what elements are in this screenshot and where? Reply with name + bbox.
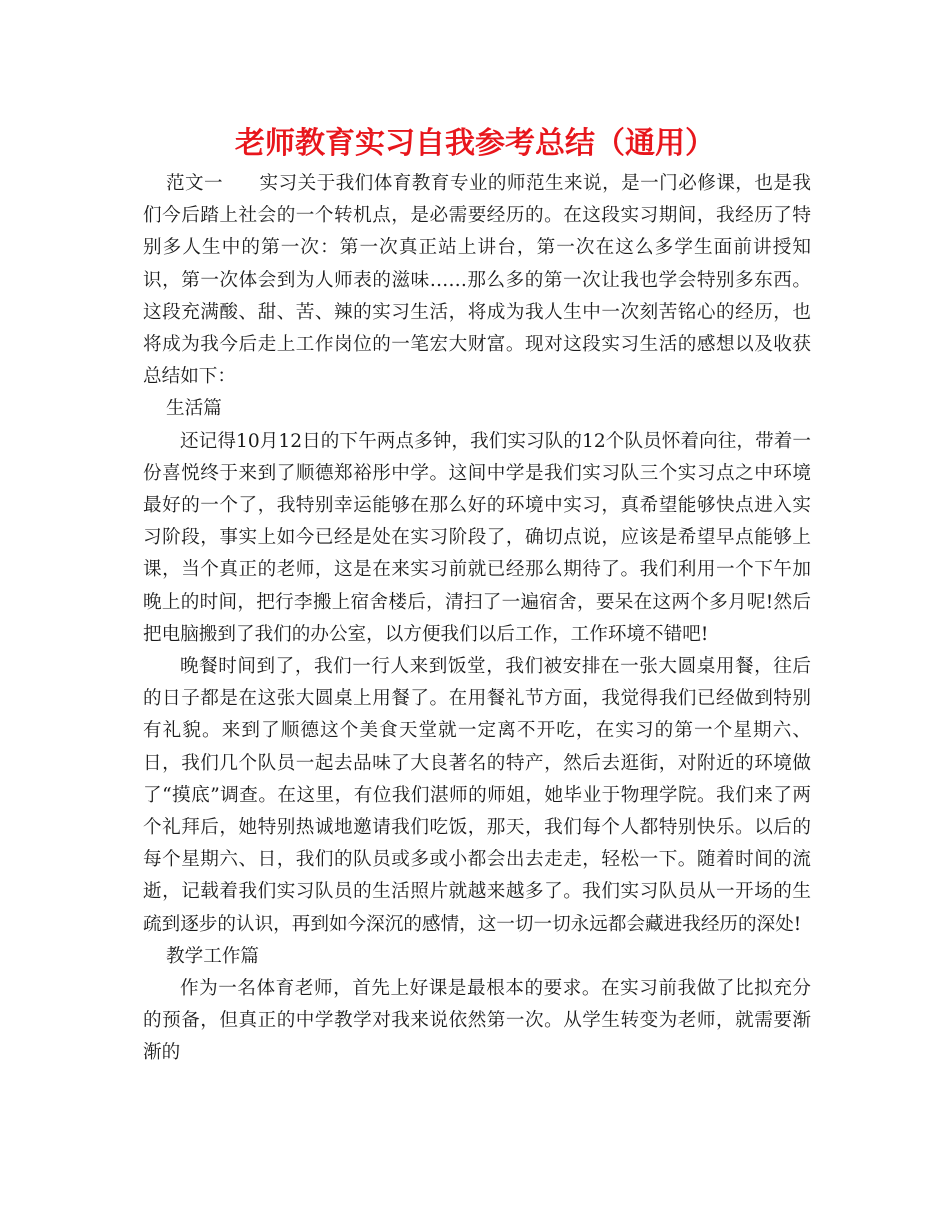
paragraph-text: 实习关于我们体育教育专业的师范生来说，是一门必修课，也是我们今后踏上社会的一个转机点，是必需要经历的。在这段实习期间，我经历了特别多人生中的第一次：第一次真正站上讲台，第一次在这么多学生面前讲授知识，第一次体会到为人师表的滋味……那么多的第一次让我也学会特别多东西。这段充满酸、甜、苦、辣的实习生活，将成为我人生中一次刻苦铭心的经历，也将成为我今后走上工作岗位的一笔宏大财富。现对这段实习生活的感想以及收获总结如下：: [143, 173, 811, 388]
document-body: [143, 168, 811, 1070]
paragraph: 作为一名体育老师，首先上好课是最根本的要求。在实习前我做了比拟充分的预备，但真正的中学教学对我来说依然第一次。从学生转变为老师，就需要渐渐的: [143, 978, 811, 1064]
section-heading-teaching: 教学工作篇: [166, 945, 259, 967]
paragraph: 还记得10月12日的下午两点多钟，我们实习队的12个队员怀着向往，带着一份喜悦终于来到了顺德郑裕彤中学。这间中学是我们实习队三个实习点之中环境最好的一个了，我特别幸运能够在那么好的环境中实习，真希望能够快点进入实习阶段，事实上如今已经是处在实习阶段了，确切点说，应该是希望早点能够上课，当个真正的老师，这是在来实习前就已经那么期待了。我们利用一个下午加晚上的时间，把行李搬上宿舍楼后，清扫了一遍宿舍，要呆在这两个多月呢!然后把电脑搬到了我们的办公室，以方便我们以后工作，工作环境不错吧!: [143, 430, 811, 645]
intro-label: 范文一: [166, 173, 224, 194]
document-title: 老师教育实习自我参考总结（通用）: [235, 126, 715, 161]
paragraph: 晚餐时间到了，我们一行人来到饭堂，我们被安排在一张大圆桌用餐，往后的日子都是在这张大圆桌上用餐了。在用餐礼节方面，我觉得我们已经做到特别有礼貌。来到了顺德这个美食天堂就一定离不开吃，在实习的第一个星期六、日，我们几个队员一起去品味了大良著名的特产，然后去逛街，对附近的环境做了“摸底”调查。在这里，有位我们湛师的师姐，她毕业于物理学院。我们来了两个礼拜后，她特别热诚地邀请我们吃饭，那天，我们每个人都特别快乐。以后的每个星期六、日，我们的队员或多或小都会出去走走，轻松一下。随着时间的流逝，记载着我们实习队员的生活照片就越来越多了。我们实习队员从一开场的生疏到逐步的认识，再到如今深沉的感情，这一切一切永远都会藏进我经历的深处!: [143, 656, 811, 935]
intro-paragraph: [143, 168, 811, 393]
section-heading-life: 生活篇: [166, 398, 222, 420]
